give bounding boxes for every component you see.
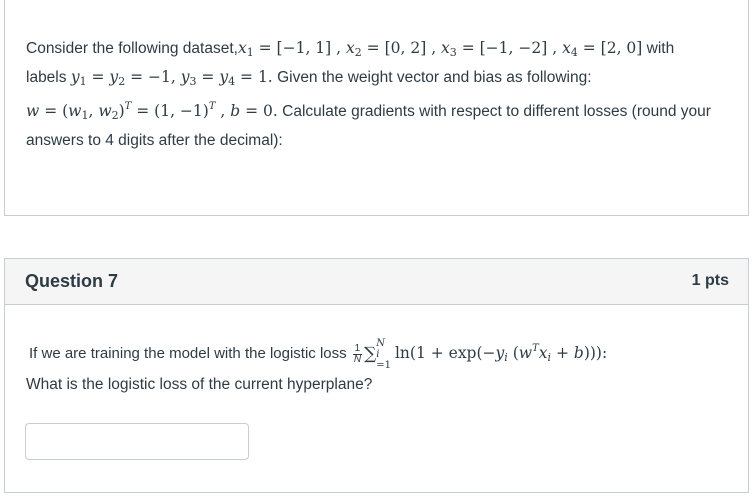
question-prompt (29, 337, 607, 371)
context-labels-word: labels (26, 69, 67, 86)
question-header (5, 259, 748, 305)
context-instruction: Calculate gradients with respect to different losses (round your answers to 4 digits after the decimal): (26, 103, 711, 149)
question-prompt-text: If we are training the model with the logistic loss (29, 345, 347, 362)
dataset-math: $x_1 = [-1$, 1] , $x_2 = [0$, 2] , $x_3 = [-1$, −2] , $x_4 = [2$, 0] (237, 39, 643, 59)
one-over-n: $\frac{1}{N}$ (353, 342, 362, 365)
context-with: with (646, 40, 675, 57)
question-points: 1 pts (691, 272, 729, 289)
answer-input[interactable] (25, 423, 249, 460)
sum-limits: N i =1 (376, 337, 391, 371)
weights-math: $w = (w_1$, $w_2)^T = (1$, −1)$^T$ , b = 0. (26, 101, 278, 122)
question-title: Question 7 (25, 271, 119, 291)
labels-math: $y_1 = y_2 = -1$, $y_3 = y_4 = 1$. (70, 68, 273, 88)
context-given: Given the weight vector and bias as following: (277, 69, 592, 86)
context-card (4, 0, 749, 216)
loss-formula: $\ln(1 + \exp(-y_i$ $(w^Tx_i + b)$)): (394, 343, 608, 364)
context-paragraph (26, 36, 732, 153)
context-intro: Consider the following dataset, (26, 40, 238, 57)
question-ask: What is the logistic loss of the current hyperplane? (26, 376, 373, 393)
sum-symbol-icon: ∑ (364, 344, 377, 365)
question-card (4, 258, 749, 493)
